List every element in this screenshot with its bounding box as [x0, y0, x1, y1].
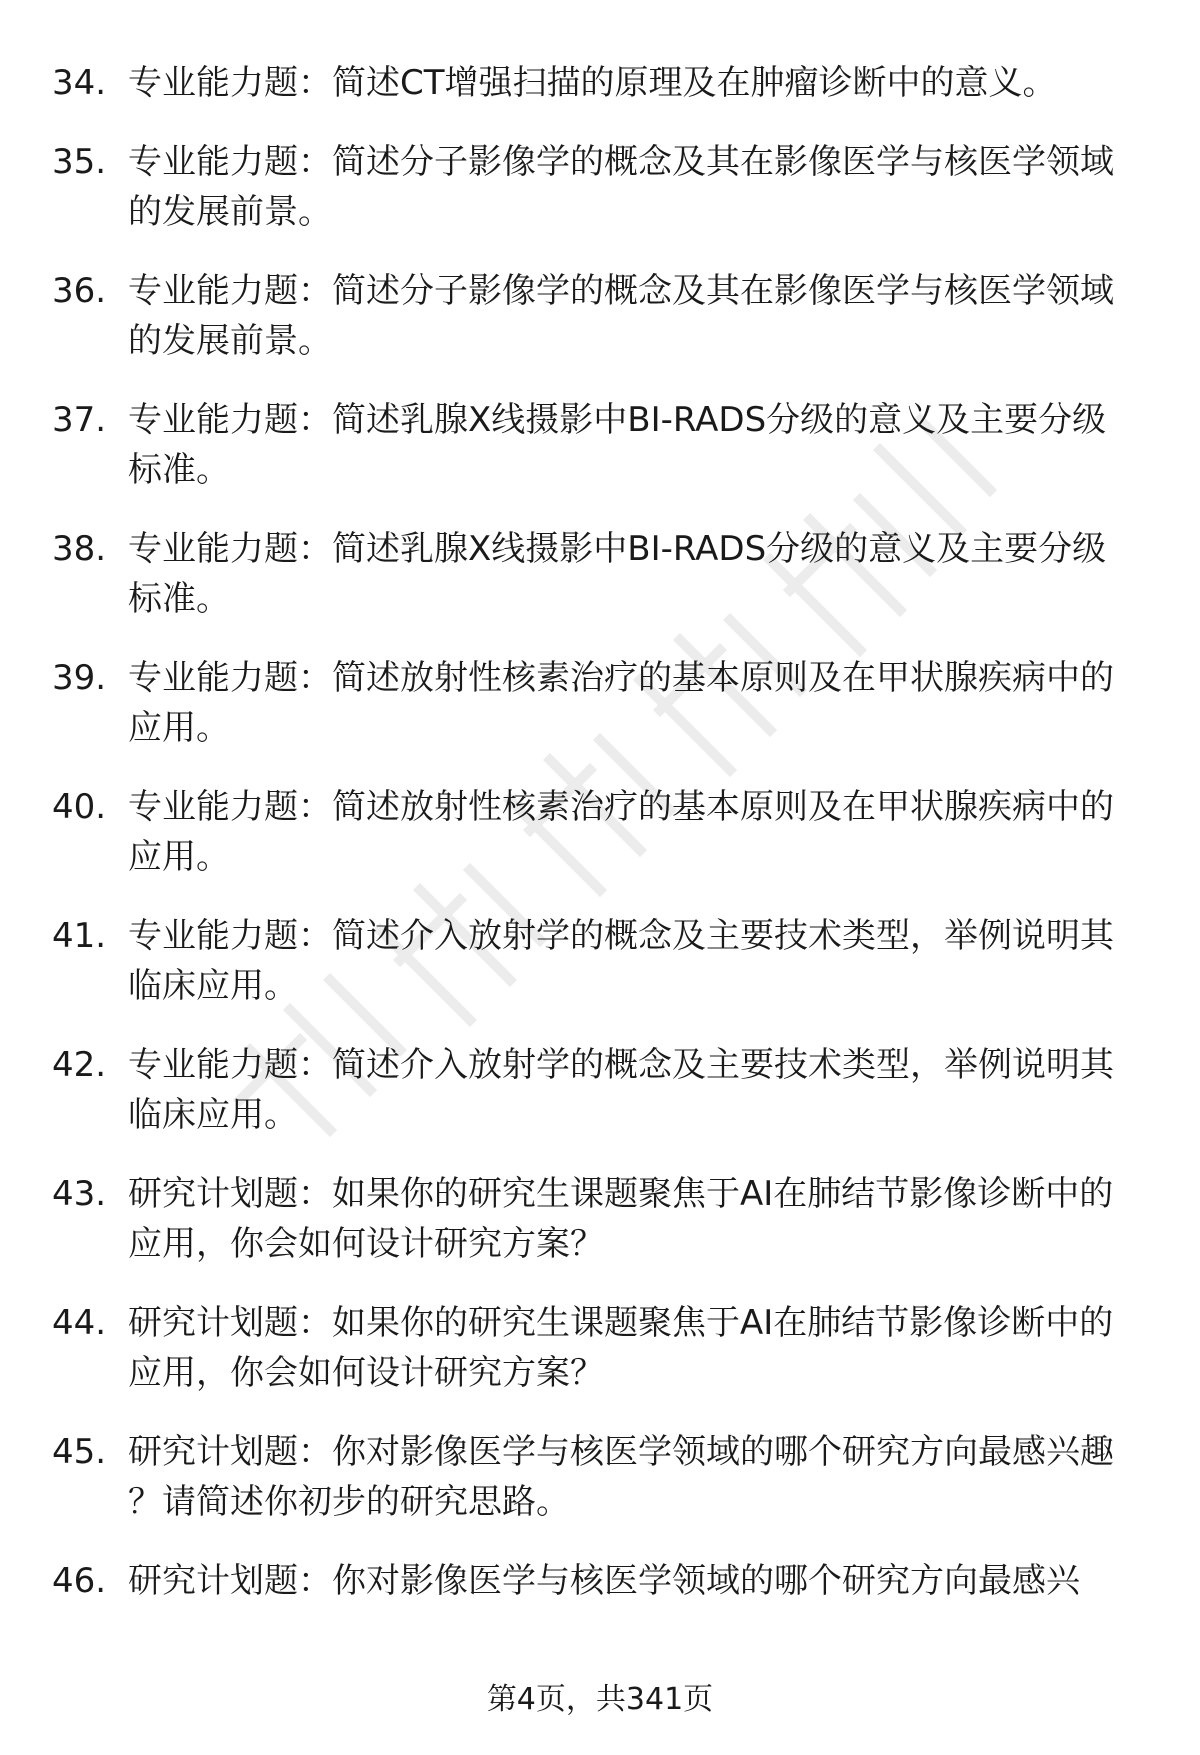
question-text: 专业能力题：简述乳腺X线摄影中BI-RADS分级的意义及主要分级标准。 — [128, 400, 1107, 490]
list-item — [52, 58, 1142, 108]
question-number: 44. — [52, 1303, 107, 1343]
list-item — [52, 137, 1142, 237]
question-number: 45. — [52, 1432, 107, 1472]
list-item — [52, 1169, 1142, 1269]
list-item — [52, 1040, 1142, 1140]
list-item — [52, 1298, 1142, 1398]
list-item — [52, 395, 1142, 495]
list-item — [52, 911, 1142, 1011]
question-text: 专业能力题：简述分子影像学的概念及其在影像医学与核医学领域的发展前景。 — [128, 142, 1114, 232]
question-text: 专业能力题：简述放射性核素治疗的基本原则及在甲状腺疾病中的应用。 — [128, 658, 1114, 748]
question-text: 专业能力题：简述乳腺X线摄影中BI-RADS分级的意义及主要分级标准。 — [128, 529, 1107, 619]
list-item — [52, 524, 1142, 624]
question-text: 研究计划题：如果你的研究生课题聚焦于AI在肺结节影像诊断中的应用，你会如何设计研究方案？ — [128, 1303, 1114, 1393]
list-item — [52, 1427, 1142, 1527]
question-text: 专业能力题：简述放射性核素治疗的基本原则及在甲状腺疾病中的应用。 — [128, 787, 1114, 877]
list-item — [52, 782, 1142, 882]
question-number: 43. — [52, 1174, 107, 1214]
question-number: 38. — [52, 529, 107, 569]
question-number: 46. — [52, 1561, 107, 1601]
question-number: 42. — [52, 1045, 107, 1085]
question-number: 37. — [52, 400, 107, 440]
question-text: 研究计划题：你对影像医学与核医学领域的哪个研究方向最感兴趣？请简述你初步的研究思路。 — [128, 1432, 1114, 1522]
question-number: 34. — [52, 63, 107, 103]
question-text: 专业能力题：简述介入放射学的概念及主要技术类型，举例说明其临床应用。 — [128, 1045, 1114, 1135]
question-number: 40. — [52, 787, 107, 827]
question-text: 专业能力题：简述CT增强扫描的原理及在肿瘤诊断中的意义。 — [128, 63, 1057, 103]
question-text: 专业能力题：简述分子影像学的概念及其在影像医学与核医学领域的发展前景。 — [128, 271, 1114, 361]
question-text: 研究计划题：如果你的研究生课题聚焦于AI在肺结节影像诊断中的应用，你会如何设计研究方案？ — [128, 1174, 1114, 1264]
question-number: 35. — [52, 142, 107, 182]
question-text: 专业能力题：简述介入放射学的概念及主要技术类型，举例说明其临床应用。 — [128, 916, 1114, 1006]
list-item — [52, 266, 1142, 366]
list-item — [52, 1556, 1142, 1606]
question-number: 41. — [52, 916, 107, 956]
question-text: 研究计划题：你对影像医学与核医学领域的哪个研究方向最感兴 — [128, 1561, 1080, 1601]
question-number: 36. — [52, 271, 107, 311]
question-number: 39. — [52, 658, 107, 698]
list-item — [52, 653, 1142, 753]
page-footer: 第4页，共341页 — [486, 1682, 714, 1717]
question-list — [52, 58, 1142, 1635]
